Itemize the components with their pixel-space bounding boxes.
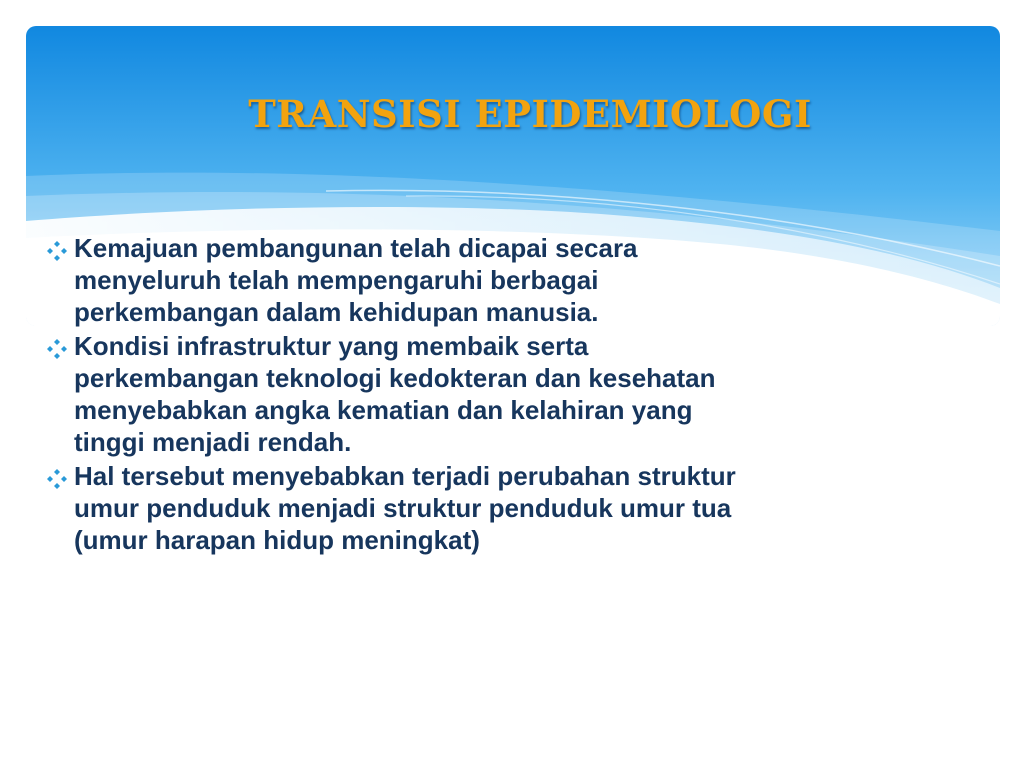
bullet-list [40,232,990,558]
bullet-line: tinggi menjadi rendah. [74,427,352,457]
slide-title: TRANSISI EPIDEMIOLOGI [248,92,812,136]
diamond-bullet-icon [46,338,68,360]
bullet-line: menyeluruh telah mempengaruhi berbagai [74,265,599,295]
bullet-item [40,330,990,458]
bullet-line: Hal tersebut menyebabkan terjadi perubahan struktur [74,461,736,491]
bullet-line: (umur harapan hidup meningkat) [74,525,480,555]
bullet-item [40,232,990,328]
bullet-line: perkembangan teknologi kedokteran dan kesehatan [74,363,716,393]
diamond-bullet-icon [46,240,68,262]
diamond-bullet-icon [46,468,68,490]
bullet-line: perkembangan dalam kehidupan manusia. [74,297,599,327]
bullet-line: menyebabkan angka kematian dan kelahiran yang [74,395,693,425]
bullet-line: Kondisi infrastruktur yang membaik serta [74,331,589,361]
bullet-item [40,460,990,556]
bullet-line: umur penduduk menjadi struktur penduduk umur tua [74,493,732,523]
bullet-line: Kemajuan pembangunan telah dicapai secara [74,233,638,263]
